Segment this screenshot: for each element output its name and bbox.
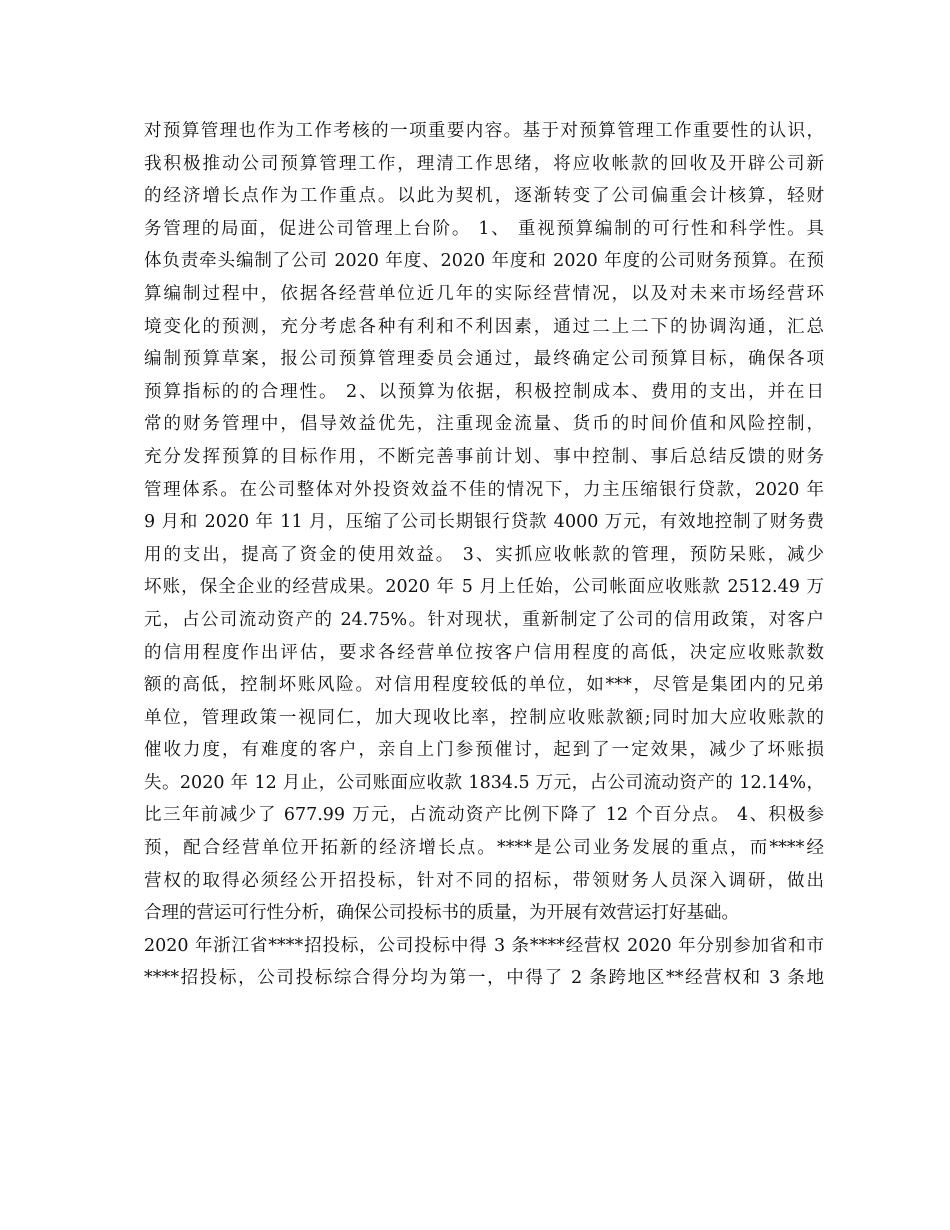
text-line: 额的高低，控制坏账风险。对信用程度较低的单位，如***，尽管是集团内的兄弟: [144, 675, 824, 696]
text-line: 坏账，保全企业的经营成果。2020 年 5 月上任始，公司帐面应收账款 2512.49 万: [144, 577, 824, 598]
text-line: 2020 年浙江省****招投标，公司投标中得 3 条****经营权 2020 年分别参加省和市: [144, 935, 824, 956]
text-line: 体负责牵头编制了公司 2020 年度、2020 年度和 2020 年度的公司财务预算。在预: [144, 251, 824, 272]
text-line: 单位，管理政策一视同仁，加大现收比率，控制应收账款额;同时加大应收账款的: [144, 707, 824, 728]
text-line: 管理体系。在公司整体对外投资效益不佳的情况下，力主压缩银行贷款，2020 年: [144, 479, 824, 500]
text-line: 常的财务管理中，倡导效益优先，注重现金流量、货币的时间价值和风险控制，: [144, 414, 824, 435]
text-line: 合理的营运可行性分析，确保公司投标书的质量，为开展有效营运打好基础。: [144, 903, 739, 924]
text-line: 元，占公司流动资产的 24.75%。针对现状，重新制定了公司的信用政策，对客户: [144, 609, 824, 630]
text-line: 9 月和 2020 年 11 月，压缩了公司长期银行贷款 4000 万元，有效地控制了财务费: [144, 512, 824, 533]
text-line: 对预算管理也作为工作考核的一项重要内容。基于对预算管理工作重要性的认识，: [144, 121, 824, 141]
text-line: 比三年前减少了 677.99 万元，占流动资产比例下降了 12 个百分点。 4、积极参: [144, 805, 824, 826]
text-line: 算编制过程中，依据各经营单位近几年的实际经营情况，以及对未来市场经营环: [144, 283, 824, 304]
text-line: 编制预算草案，报公司预算管理委员会通过，最终确定公司预算目标，确保各项: [144, 349, 824, 370]
text-line: 务管理的局面，促进公司管理上台阶。 1、 重视预算编制的可行性和科学性。具: [144, 218, 824, 239]
text-line: 预，配合经营单位开拓新的经济增长点。****是公司业务发展的重点，而****经: [144, 838, 824, 859]
text-line: 充分发挥预算的目标作用，不断完善事前计划、事中控制、事后总结反馈的财务: [144, 446, 824, 467]
text-line: 催收力度，有难度的客户，亲自上门参预催讨，起到了一定效果，减少了坏账损: [144, 740, 824, 761]
document-body-text: [144, 115, 824, 995]
text-line: 的经济增长点作为工作重点。以此为契机，逐渐转变了公司偏重会计核算，轻财: [144, 186, 824, 207]
text-line: 我积极推动公司预算管理工作，理清工作思绪，将应收帐款的回收及开辟公司新: [144, 153, 824, 174]
text-line: 用的支出，提高了资金的使用效益。 3、实抓应收帐款的管理，预防呆账，减少: [144, 544, 824, 565]
text-line: 失。2020 年 12 月止，公司账面应收款 1834.5 万元，占公司流动资产的 12.14%，: [144, 772, 824, 793]
text-line: 的信用程度作出评估，要求各经营单位按客户信用程度的高低，决定应收账款数: [144, 642, 824, 663]
text-line: 营权的取得必须经公开招投标，针对不同的招标，带领财务人员深入调研，做出: [144, 870, 824, 891]
text-line: 境变化的预测，充分考虑各种有利和不利因素，通过二上二下的协调沟通，汇总: [144, 316, 824, 337]
text-line: 预算指标的的合理性。 2、以预算为依据，积极控制成本、费用的支出，并在日: [144, 381, 824, 402]
text-line: ****招投标，公司投标综合得分均为第一，中得了 2 条跨地区**经营权和 3 条地: [144, 968, 824, 989]
